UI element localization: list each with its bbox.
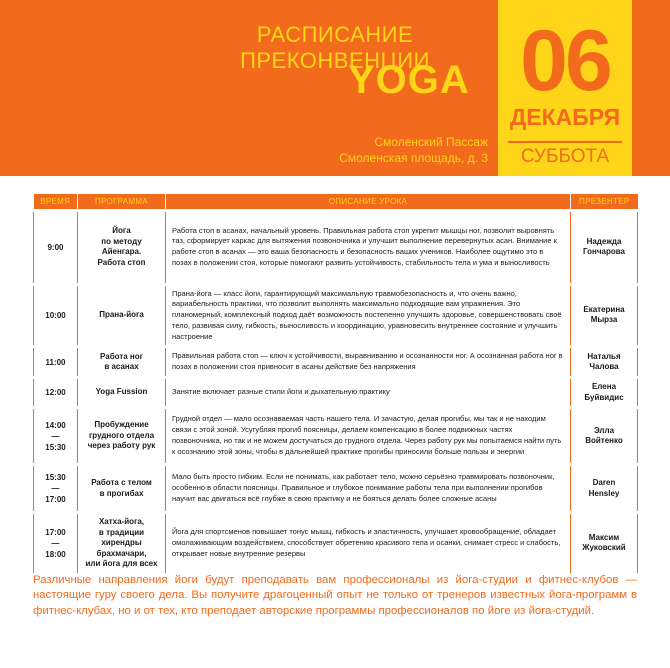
row-presenter: Элла Войтенко (571, 408, 638, 465)
column-header-time: ВРЕМЯ (34, 194, 78, 209)
address-line-2: Смоленская площадь, д. 3 (339, 151, 488, 165)
row-program: Йога по методу Айенгара. Работа стоп (78, 212, 166, 284)
column-header-program: ПРОГРАММА (78, 194, 166, 209)
date-day: 06 (520, 13, 610, 109)
row-description: Йога для спортсменов повышает тонус мышц, гибкость и эластичность, улучшает кровообращение, обладает омолаживающим воздействием, способствует обретению красивого тела и осанки, снимает стресс и слабость, открывает новые внутренние резервы (166, 513, 571, 575)
row-description: Грудной отдел — мало осознаваемая часть нашего тела. И зачастую, делая прогибы, мы так и не находим связи с этой зоной. Усугубляя прогиб поясницы, делаем компенсацию в более подвижных частях позвоночника, но так и не можем достучаться до грудного отдела. Через работу рук мы попытаемся найти путь к осознанию этой зоны, чтобы в дальнейшей практике прогибы приносили больше пользы и энергии (166, 408, 571, 465)
row-description: Мало быть просто гибким. Если не понимать, как работает тело, можно серьёзно травмировать позвоночник, особенно в области поясницы. Правильное и глубокое понимание работы тела при выполнении прогибов научит вас двигаться всё глубже в свою практику и не бояться делать более сложные асаны (166, 465, 571, 513)
address-line-1: Смоленский Пассаж (374, 135, 488, 149)
header-banner (0, 0, 670, 176)
row-program: Работа ног в асанах (78, 347, 166, 378)
row-presenter: Наталья Чалова (571, 347, 638, 378)
column-header-presenter: ПРЕЗЕНТЕР (571, 194, 638, 209)
date-box (498, 0, 632, 176)
row-time: 12:00 (34, 378, 78, 408)
row-description: Правильная работа стоп — ключ к устойчивости, выравниванию и осознанности ног. А осознанная работа ног в позах в положении стоя привносит в асаны действие без напряжения (166, 347, 571, 378)
date-divider (508, 141, 622, 143)
row-program: Прана-йога (78, 284, 166, 347)
row-time: 9:00 (34, 212, 78, 284)
row-program: Yoga Fussion (78, 378, 166, 408)
column-header-description: ОПИСАНИЕ УРОКА (166, 194, 571, 209)
schedule-header-row (34, 194, 638, 209)
row-time: 11:00 (34, 347, 78, 378)
row-time: 15:30 — 17:00 (34, 465, 78, 513)
row-description: Занятие включает разные стили йоги и дыхательную практику (166, 378, 571, 408)
row-time: 14:00 — 15:30 (34, 408, 78, 465)
date-weekday: СУББОТА (520, 146, 610, 167)
row-description: Работа стоп в асанах, начальный уровень. Правильная работа стоп укрепит мышцы ног, позволит выровнять таз, сформирует каркас для вытяжения позвоночника и улучшит выполнение перевернутых асан. Внимание к работе стоп в асанах — это ваша безопасность и безопасность ваших учеников. Наиболее ощутимо это в позах в положении стоя, которые помогают развить устойчивость, стабильность тела и ума и выносливость (166, 212, 571, 284)
row-presenter: Елена Буйвидис (571, 378, 638, 408)
table-row (34, 284, 638, 347)
table-row (34, 465, 638, 513)
row-program: Работа с телом в прогибах (78, 465, 166, 513)
row-program: Хатха-йога, в традиции хирендры брахмачари, или йога для всех (78, 513, 166, 575)
table-row (34, 212, 638, 284)
event-subtitle: YOGA (348, 58, 470, 102)
row-time: 17:00 — 18:00 (34, 513, 78, 575)
venue-address (339, 134, 488, 166)
row-presenter: Надежда Гончарова (571, 212, 638, 284)
table-row (34, 378, 638, 408)
date-month: ДЕКАБРЯ (509, 104, 621, 130)
row-presenter: Максим Жуковский (571, 513, 638, 575)
footer-note: Различные направления йоги будут преподавать вам профессионалы из йога-студии и фитнес-клубов — настоящие гуру своего дела. Вы получите драгоценный опыт не только от тренеров известных йога-программ в фитнес-клубах, но и от тех, кто преподает авторские программы профессионалов по йоге из йога-студий. (33, 574, 637, 617)
row-presenter: Екатерина Мырза (571, 284, 638, 347)
row-presenter: Daren Hensley (571, 465, 638, 513)
table-row (34, 408, 638, 465)
row-program: Пробуждение грудного отдела через работу рук (78, 408, 166, 465)
table-row (34, 513, 638, 575)
row-time: 10:00 (34, 284, 78, 347)
table-row (34, 347, 638, 378)
schedule-table (33, 194, 638, 576)
row-description: Прана-йога — класс йоги, гарантирующий максимальную травмобезопасность и, что очень важно, вариабельность практики, что позволит выполнять максимально подходящие вам упражнения. Это планомерный, комплексный подход даёт возможность постепенно улучшить здоровье, совершенствовать своё тело, развивая силу, гибкость, выносливость и координацию, уравновесить внутреннее состояние и улучшить настроение (166, 284, 571, 347)
page-title: РАСПИСАНИЕ ПРЕКОНВЕНЦИИ (240, 22, 430, 73)
